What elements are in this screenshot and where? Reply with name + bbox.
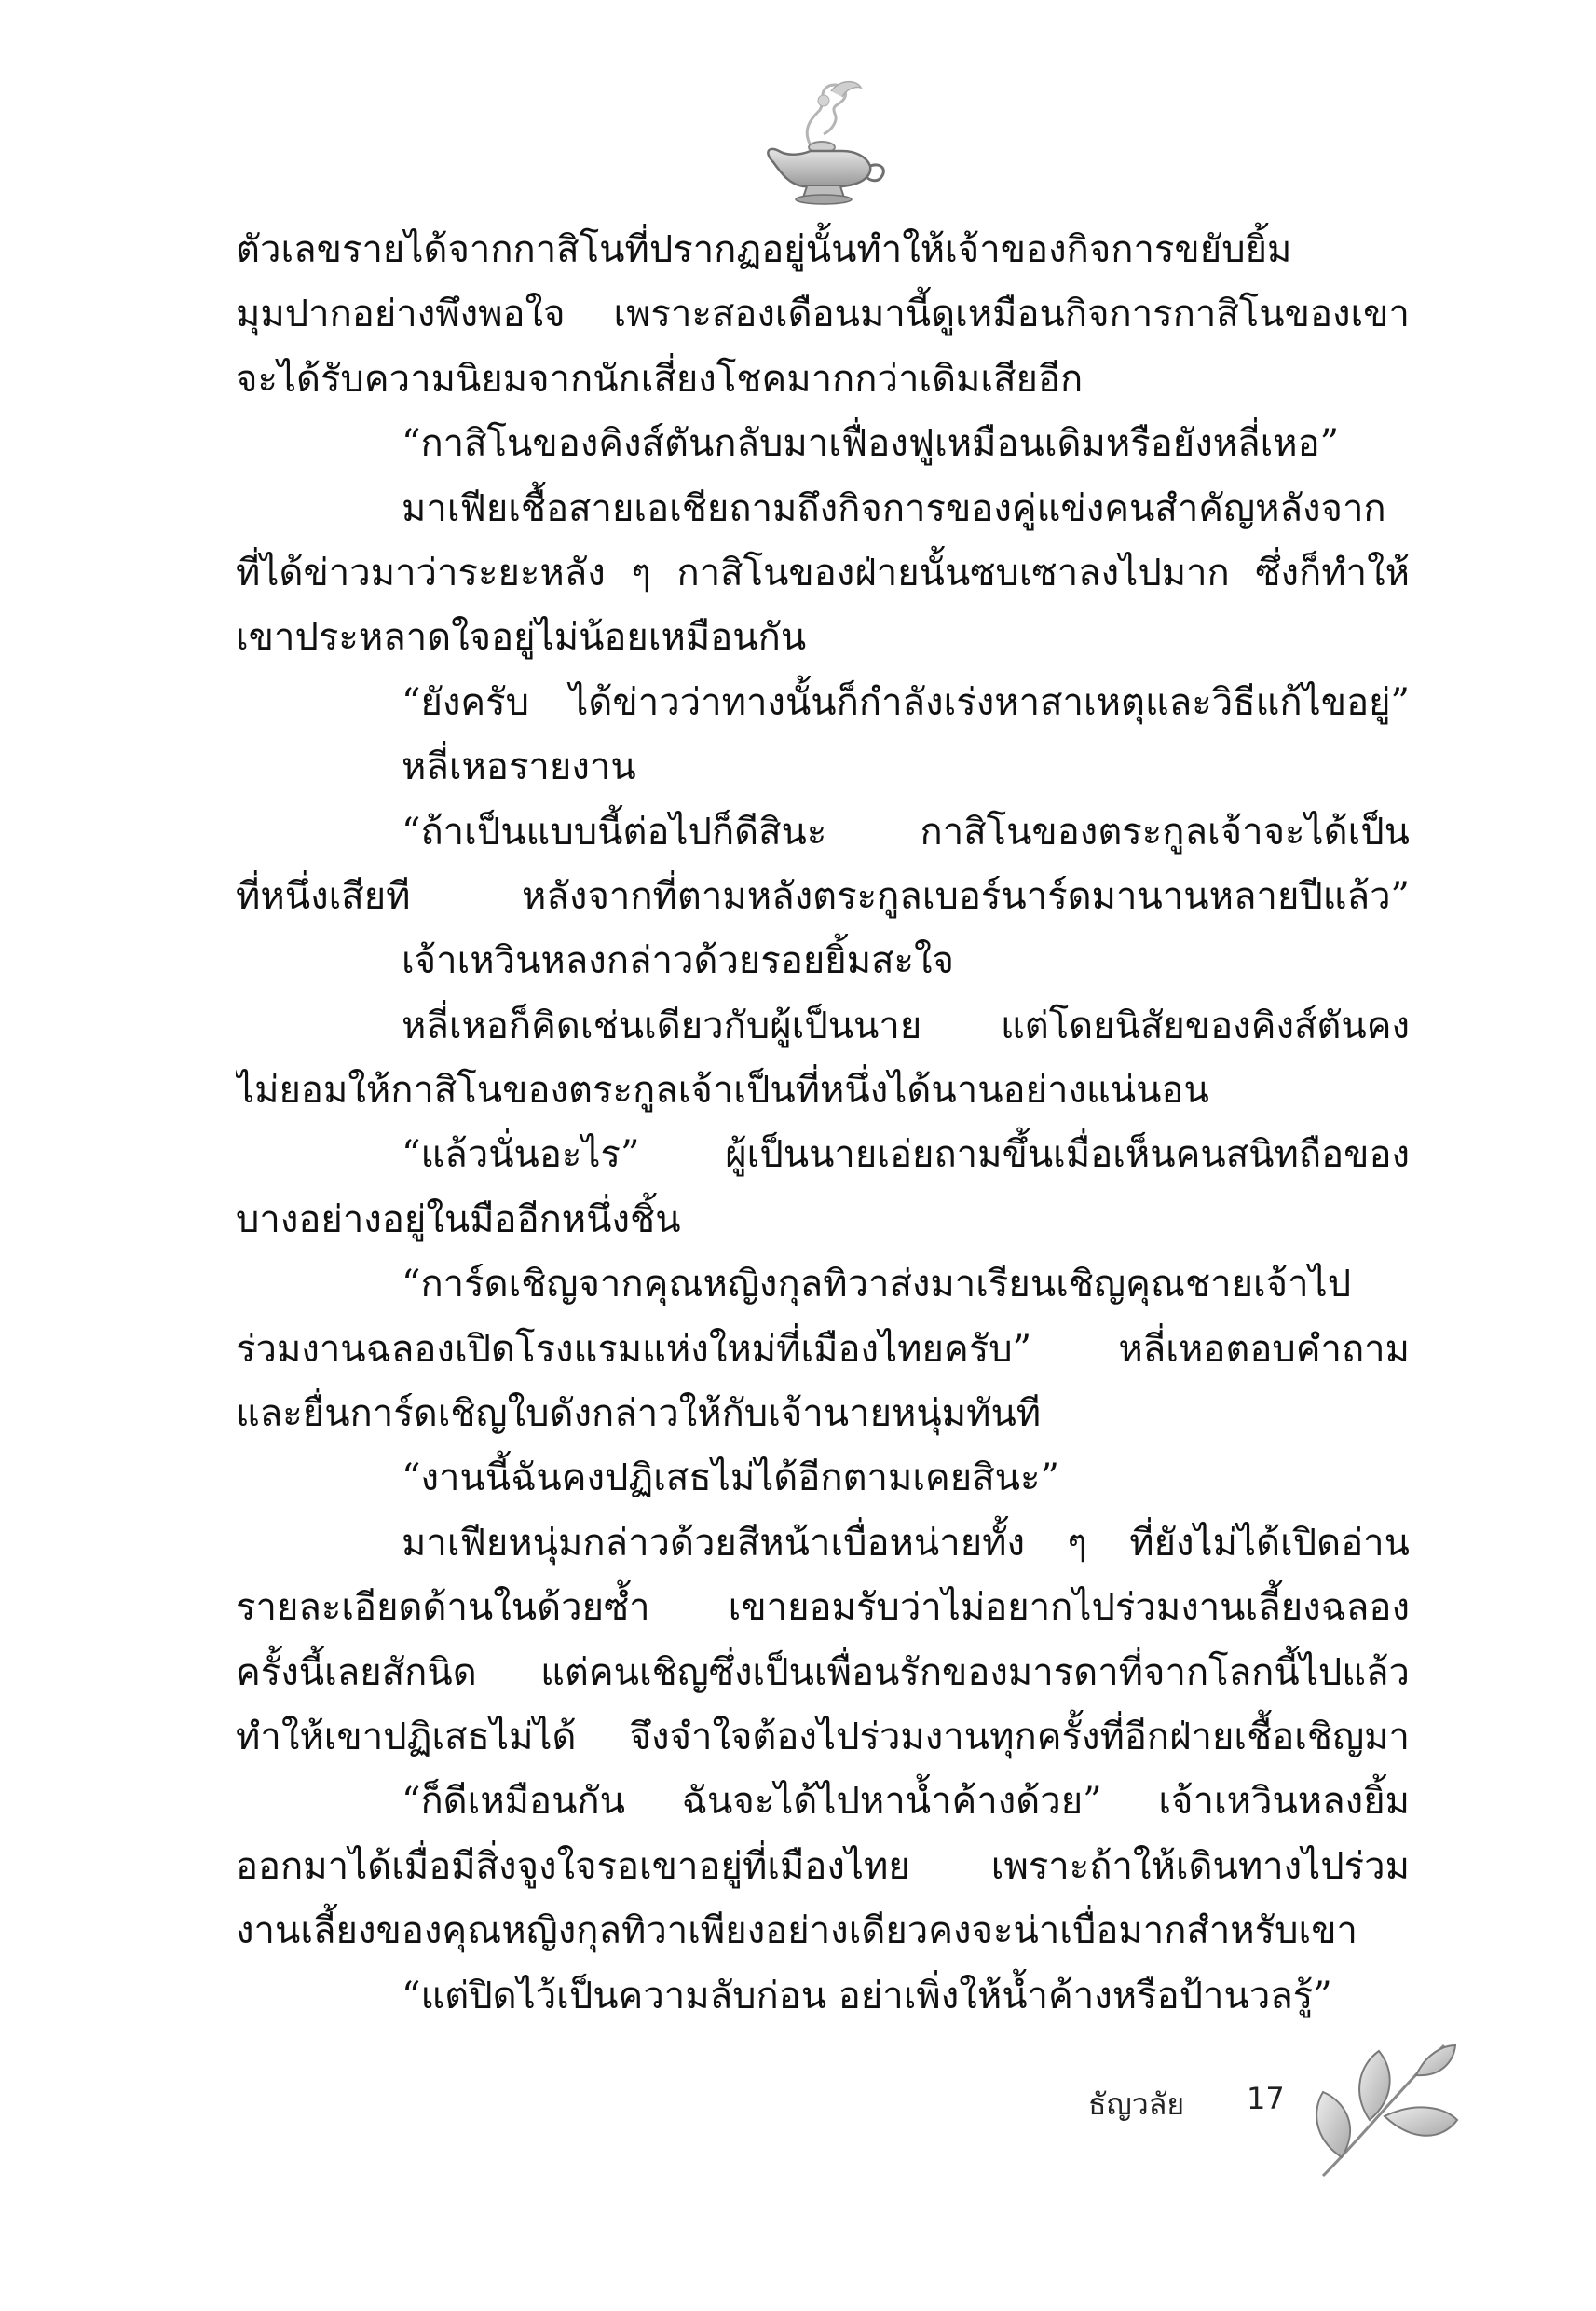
text-line: “กาสิโนของคิงส์ตันกลับมาเฟื่องฟูเหมือนเดิมหรือยังหลี่เหอ” xyxy=(402,422,1340,466)
text-line: หลี่เหอรายงาน xyxy=(402,745,636,789)
text-line: ที่หนึ่งเสียที หลังจากที่ตามหลังตระกูลเบอร์นาร์ดมานานหลายปีแล้ว” xyxy=(236,874,1410,918)
book-title: ธัญวลัย xyxy=(1088,2086,1185,2122)
text-line: “งานนี้ฉันคงปฏิเสธไม่ได้อีกตามเคยสินะ” xyxy=(402,1456,1059,1500)
text-line: ที่ได้ข่าวมาว่าระยะหลัง ๆ กาสิโนของฝ่ายนั้นซบเซาลงไปมาก ซึ่งก็ทำให้ xyxy=(236,551,1410,595)
text-line: ออกมาได้เมื่อมีสิ่งจูงใจรอเขาอยู่ที่เมืองไทย เพราะถ้าให้เดินทางไปร่วม xyxy=(236,1844,1410,1888)
text-line: ไม่ยอมให้กาสิโนของตระกูลเจ้าเป็นที่หนึ่งได้นานอย่างแน่นอน xyxy=(236,1069,1209,1113)
text-line: “แล้วนั่นอะไร” ผู้เป็นนายเอ่ยถามขึ้นเมื่อเห็นคนสนิทถือของ xyxy=(402,1133,1410,1177)
text-line: มุมปากอย่างพึงพอใจ เพราะสองเดือนมานี้ดูเหมือนกิจการกาสิโนของเขา xyxy=(236,293,1410,336)
text-line: “การ์ดเชิญจากคุณหญิงกุลทิวาส่งมาเรียนเชิญคุณชายเจ้าไป xyxy=(402,1263,1352,1306)
body-text xyxy=(236,218,1410,2029)
page-number: 17 xyxy=(1247,2081,1285,2116)
text-line: ร่วมงานฉลองเปิดโรงแรมแห่งใหม่ที่เมืองไทยครับ” หลี่เหอตอบคำถาม xyxy=(236,1327,1410,1371)
text-line: “แต่ปิดไว้เป็นความลับก่อน อย่าเพิ่งให้น้ำค้างหรือป้านวลรู้” xyxy=(402,1974,1332,2017)
text-line: “ถ้าเป็นแบบนี้ต่อไปก็ดีสินะ กาสิโนของตระกูลเจ้าจะได้เป็น xyxy=(402,810,1410,854)
text-line: ครั้งนี้เลยสักนิด แต่คนเชิญซึ่งเป็นเพื่อนรักของมารดาที่จากโลกนี้ไปแล้ว xyxy=(236,1650,1410,1694)
text-line: เจ้าเหวินหลงกล่าวด้วยรอยยิ้มสะใจ xyxy=(402,939,954,983)
text-line: และยื่นการ์ดเชิญใบดังกล่าวให้กับเจ้านายหนุ่มทันที xyxy=(236,1392,1042,1436)
text-line: รายละเอียดด้านในด้วยซ้ำ เขายอมรับว่าไม่อยากไปร่วมงานเลี้ยงฉลอง xyxy=(236,1586,1410,1630)
text-line: “ยังครับ ได้ข่าวว่าทางนั้นก็กำลังเร่งหาสาเหตุและวิธีแก้ไขอยู่” xyxy=(402,680,1410,724)
text-line: หลี่เหอก็คิดเช่นเดียวกับผู้เป็นนาย แต่โดยนิสัยของคิงส์ตันคง xyxy=(402,1004,1410,1047)
text-line: เขาประหลาดใจอยู่ไม่น้อยเหมือนกัน xyxy=(236,616,807,660)
text-line: มาเฟียหนุ่มกล่าวด้วยสีหน้าเบื่อหน่ายทั้ง ๆ ที่ยังไม่ได้เปิดอ่าน xyxy=(402,1521,1410,1565)
leaf-branch-icon xyxy=(1304,2027,1463,2185)
text-line: จะได้รับความนิยมจากนักเสี่ยงโชคมากกว่าเดิมเสียอีก xyxy=(236,357,1084,401)
text-line: “ก็ดีเหมือนกัน ฉันจะได้ไปหาน้ำค้างด้วย” เจ้าเหวินหลงยิ้ม xyxy=(402,1780,1410,1824)
genie-lamp-icon xyxy=(745,73,894,212)
text-line: มาเฟียเชื้อสายเอเชียถามถึงกิจการของคู่แข่งคนสำคัญหลังจาก xyxy=(402,486,1386,530)
text-line: งานเลี้ยงของคุณหญิงกุลทิวาเพียงอย่างเดียวคงจะน่าเบื่อมากสำหรับเขา xyxy=(236,1909,1358,1953)
text-line: บางอย่างอยู่ในมืออีกหนึ่งชิ้น xyxy=(236,1197,681,1241)
text-line: ทำให้เขาปฏิเสธไม่ได้ จึงจำใจต้องไปร่วมงานทุกครั้งที่อีกฝ่ายเชื้อเชิญมา xyxy=(236,1715,1410,1758)
text-line: ตัวเลขรายได้จากกาสิโนที่ปรากฏอยู่นั้นทำให้เจ้าของกิจการขยับยิ้ม xyxy=(236,228,1292,271)
